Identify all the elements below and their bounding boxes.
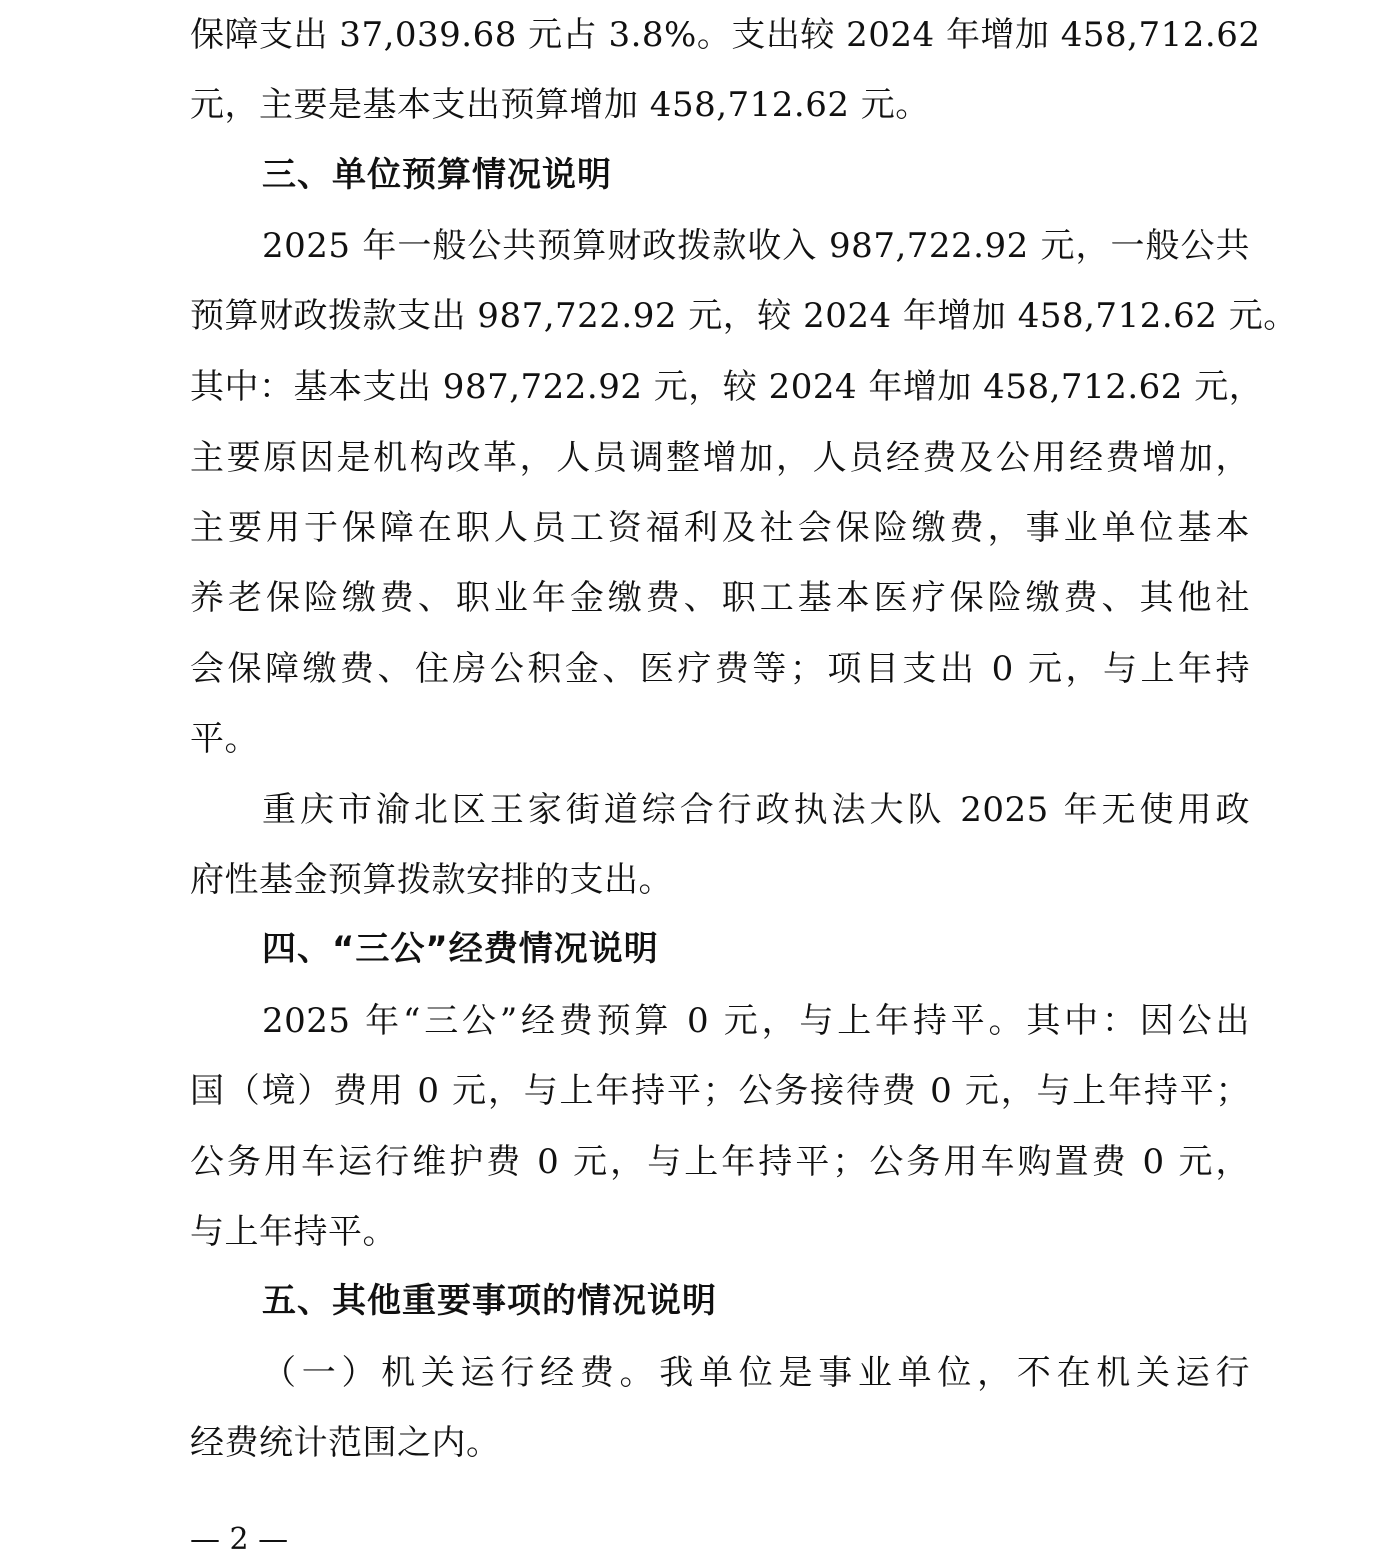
- body-line: 经费统计范围之内。: [190, 1423, 501, 1463]
- page-number: — 2 —: [190, 1522, 289, 1557]
- body-line: 预算财政拨款支出 987,722.92 元，较 2024 年增加 458,712.62 元。: [190, 296, 1298, 336]
- body-line: 2025 年“三公”经费预算 0 元，与上年持平。其中：因公出: [262, 1001, 1250, 1041]
- body-line: 其中：基本支出 987,722.92 元，较 2024 年增加 458,712.62 元，: [190, 367, 1264, 407]
- body-line: 元，主要是基本支出预算增加 458,712.62 元。: [190, 85, 930, 125]
- body-line: 会保障缴费、住房公积金、医疗费等；项目支出 0 元，与上年持: [190, 649, 1250, 689]
- body-line: 国（境）费用 0 元，与上年持平；公务接待费 0 元，与上年持平；: [190, 1071, 1250, 1111]
- body-line: 府性基金预算拨款安排的支出。: [190, 860, 673, 900]
- body-line: 2025 年一般公共预算财政拨款收入 987,722.92 元，一般公共: [262, 226, 1250, 266]
- body-line: 与上年持平。: [190, 1212, 397, 1252]
- body-line: 主要用于保障在职人员工资福利及社会保险缴费，事业单位基本: [190, 508, 1250, 548]
- body-line: 养老保险缴费、职业年金缴费、职工基本医疗保险缴费、其他社: [190, 578, 1250, 618]
- section-heading-5: 五、其他重要事项的情况说明: [262, 1281, 717, 1321]
- body-line: （一）机关运行经费。我单位是事业单位，不在机关运行: [262, 1353, 1250, 1393]
- body-line: 平。: [190, 719, 259, 759]
- body-line: 保障支出 37,039.68 元占 3.8%。支出较 2024 年增加 458,712.62: [190, 15, 1261, 55]
- body-line: 重庆市渝北区王家街道综合行政执法大队 2025 年无使用政: [262, 790, 1250, 830]
- body-line: 公务用车运行维护费 0 元，与上年持平；公务用车购置费 0 元，: [190, 1142, 1250, 1182]
- section-heading-4: 四、“三公”经费情况说明: [262, 929, 659, 969]
- body-line: 主要原因是机构改革，人员调整增加，人员经费及公用经费增加，: [190, 438, 1250, 478]
- section-heading-3: 三、单位预算情况说明: [262, 155, 612, 195]
